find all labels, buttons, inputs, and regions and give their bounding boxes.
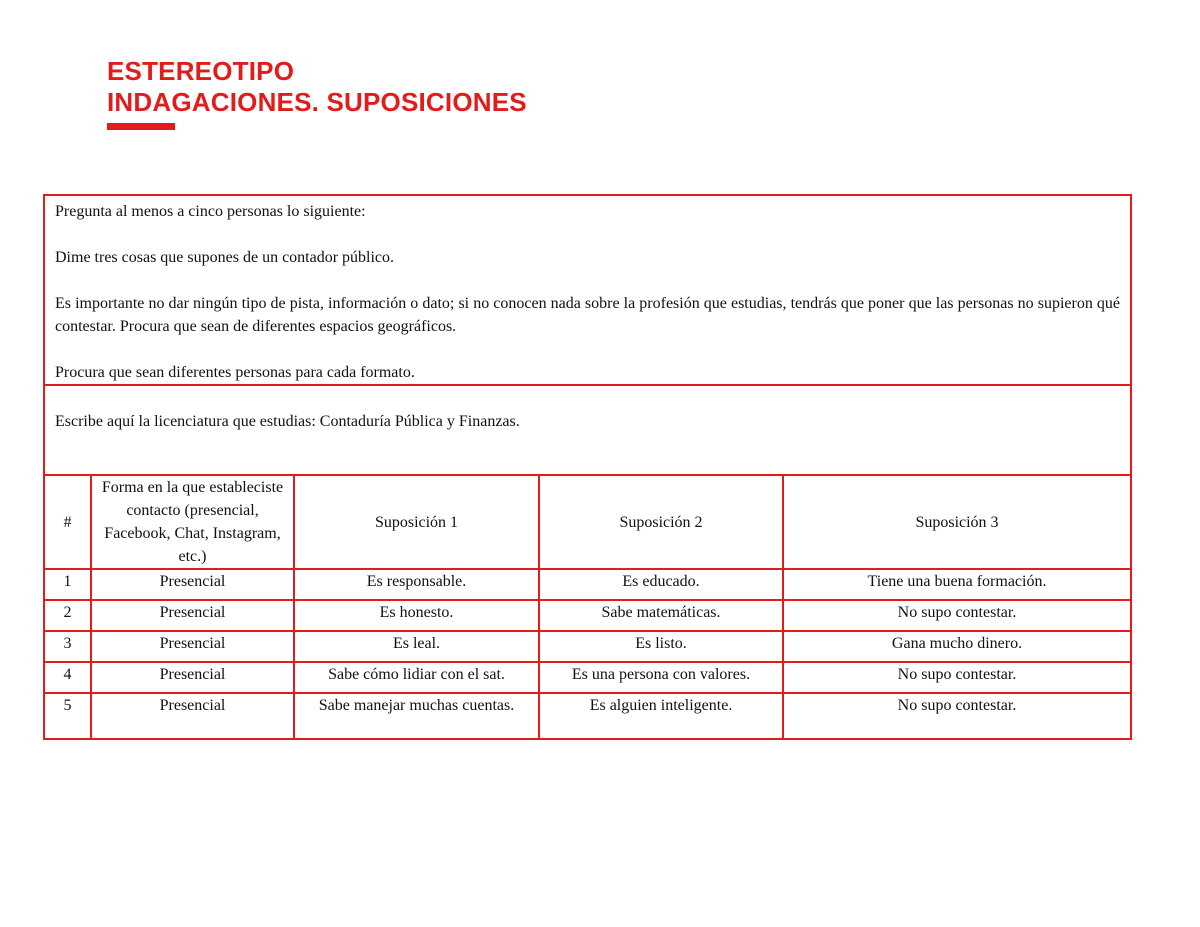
table-row — [44, 569, 1131, 600]
title-line-1: ESTEREOTIPO — [107, 56, 295, 86]
cell-assumption-3[interactable]: Gana mucho dinero. — [783, 631, 1131, 662]
cell-assumption-3[interactable]: Tiene una buena formación. — [783, 569, 1131, 600]
cell-assumption-1[interactable]: Es honesto. — [294, 600, 539, 631]
header-number: # — [44, 475, 91, 569]
cell-contact-method[interactable]: Presencial — [91, 569, 294, 600]
cell-assumption-1[interactable]: Sabe cómo lidiar con el sat. — [294, 662, 539, 693]
instruction-paragraph-2: Dime tres cosas que supones de un contador público. — [55, 249, 395, 266]
instructions-row — [44, 195, 1131, 385]
survey-table — [43, 194, 1132, 740]
table-row — [44, 600, 1131, 631]
cell-contact-method[interactable]: Presencial — [91, 631, 294, 662]
cell-assumption-3[interactable]: No supo contestar. — [783, 600, 1131, 631]
cell-assumption-1[interactable]: Es responsable. — [294, 569, 539, 600]
cell-contact-method[interactable]: Presencial — [91, 693, 294, 739]
header-assumption-3: Suposición 3 — [783, 475, 1131, 569]
cell-assumption-3[interactable]: No supo contestar. — [783, 693, 1131, 739]
cell-number: 5 — [44, 693, 91, 739]
instructions-cell — [44, 195, 1131, 385]
cell-assumption-2[interactable]: Es alguien inteligente. — [539, 693, 783, 739]
career-cell[interactable]: Escribe aquí la licenciatura que estudias: Contaduría Pública y Finanzas. — [44, 385, 1131, 475]
cell-assumption-2[interactable]: Es una persona con valores. — [539, 662, 783, 693]
cell-assumption-1[interactable]: Sabe manejar muchas cuentas. — [294, 693, 539, 739]
table-row — [44, 631, 1131, 662]
cell-assumption-1[interactable]: Es leal. — [294, 631, 539, 662]
header-assumption-1: Suposición 1 — [294, 475, 539, 569]
cell-assumption-2[interactable]: Sabe matemáticas. — [539, 600, 783, 631]
instruction-paragraph-3: Es importante no dar ningún tipo de pista, información o dato; si no conocen nada sobre la profesión que estudias, tendrás que poner que las personas no supieron qué contestar. Procura que sean de diferentes espacios geográficos. — [55, 295, 1121, 335]
table-header-row — [44, 475, 1131, 569]
table-row — [44, 662, 1131, 693]
cell-number: 2 — [44, 600, 91, 631]
title-line-2: INDAGACIONES. SUPOSICIONES — [107, 87, 527, 117]
career-row — [44, 385, 1131, 475]
cell-number: 1 — [44, 569, 91, 600]
instruction-paragraph-1: Pregunta al menos a cinco personas lo siguiente: — [55, 203, 366, 220]
cell-contact-method[interactable]: Presencial — [91, 600, 294, 631]
table-row — [44, 693, 1131, 739]
header-contact-method: Forma en la que estableciste contacto (presencial, Facebook, Chat, Instagram, etc.) — [91, 475, 294, 569]
instruction-paragraph-4: Procura que sean diferentes personas para cada formato. — [55, 364, 415, 381]
cell-assumption-2[interactable]: Es educado. — [539, 569, 783, 600]
title-underline-bar — [107, 123, 175, 130]
cell-assumption-2[interactable]: Es listo. — [539, 631, 783, 662]
document-header — [107, 56, 527, 130]
cell-assumption-3[interactable]: No supo contestar. — [783, 662, 1131, 693]
cell-number: 3 — [44, 631, 91, 662]
cell-contact-method[interactable]: Presencial — [91, 662, 294, 693]
header-assumption-2: Suposición 2 — [539, 475, 783, 569]
cell-number: 4 — [44, 662, 91, 693]
